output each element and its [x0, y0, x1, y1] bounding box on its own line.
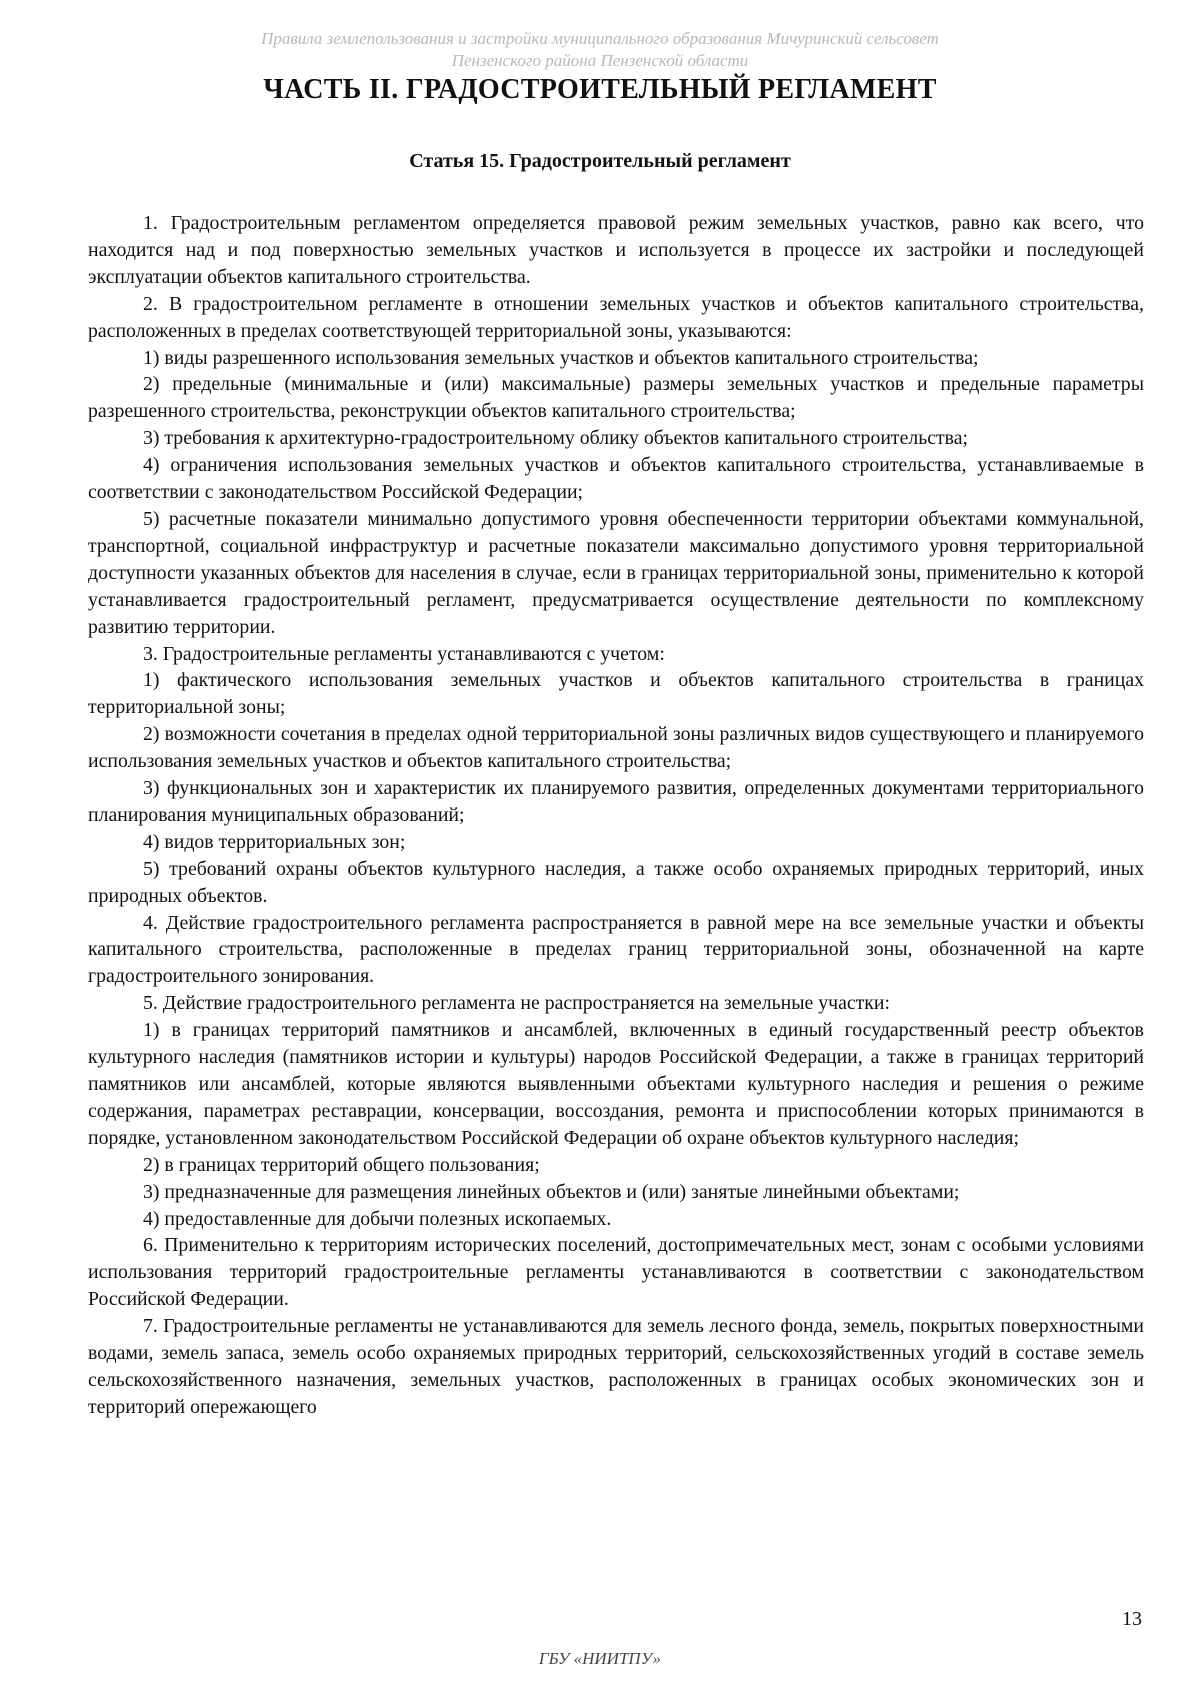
paragraph: 1. Градостроительным регламентом определяется правовой режим земельных участков, равно как всего, что находится над и под поверхностью земельных участков и используется в процессе их застройки и последующей эксплуатации объектов капитального строительства. — [88, 212, 1144, 288]
paragraph: 6. Применительно к территориям исторических поселений, достопримечательных мест, зонам с особыми условиями использования территорий градостроительные регламенты устанавливаются в соответствии с законодательством Российской Федерации. — [88, 1234, 1144, 1311]
running-header — [120, 28, 1080, 72]
list-item: 4) предоставленные для добычи полезных ископаемых. — [143, 1207, 612, 1230]
paragraph: 4. Действие градостроительного регламента распространяется в равной мере на все земельные участки и объекты капитального строительства, расположенные в пределах границ территориальной зоны, обозначенной на карте градостроительного зонирования. — [88, 911, 1144, 988]
page-number: 13 — [1122, 1608, 1142, 1630]
list-item: 5) требований охраны объектов культурного наследия, а также особо охраняемых природных территорий, иных природных объектов. — [88, 857, 1144, 907]
footer-organization: ГБУ «НИИТПУ» — [538, 1649, 662, 1668]
list-item: 4) ограничения использования земельных участков и объектов капитального строительства, устанавливаемые в соответствии с законодательством Российской Федерации; — [88, 454, 1144, 504]
list-item: 3) требования к архитектурно-градостроительному облику объектов капитального строительства; — [143, 427, 969, 450]
list-item: 2) возможности сочетания в пределах одной территориальной зоны различных видов существующего и планируемого использования земельных участков и объектов капитального строительства; — [88, 723, 1144, 773]
list-item: 2) предельные (минимальные и (или) максимальные) размеры земельных участков и предельные параметры разрешенного строительства, реконструкции объектов капитального строительства; — [88, 373, 1144, 423]
list-item: 1) виды разрешенного использования земельных участков и объектов капитального строительства; — [143, 346, 979, 369]
list-item: 1) фактического использования земельных участков и объектов капитального строительства в границах территориальной зоны; — [88, 669, 1144, 719]
list-item: 4) видов территориальных зон; — [143, 830, 406, 853]
paragraph: 3. Градостроительные регламенты устанавливаются с учетом: — [143, 642, 665, 665]
list-item: 5) расчетные показатели минимально допустимого уровня обеспеченности территории объектами коммунальной, транспортной, социальной инфраструктур и расчетные показатели максимально допустимого уровня территориальной доступности указанных объектов для населения в случае, если в границах территориальной зоны, применительно к которой устанавливается градостроительный регламент, предусматривается осуществление деятельности по комплексному развитию территории. — [88, 507, 1144, 638]
running-header-line-1: Правила землепользования и застройки муниципального образования Мичуринский сельсовет — [261, 29, 939, 48]
document-body — [88, 210, 1144, 1421]
paragraph: 5. Действие градостроительного регламента не распространяется на земельные участки: — [143, 992, 890, 1015]
list-item: 1) в границах территорий памятников и ансамблей, включенных в единый государственный реестр объектов культурного наследия (памятников истории и культуры) народов Российской Федерации, а также в границах территорий памятников или ансамблей, которые являются выявленными объектами культурного наследия и решения о режиме содержания, параметрах реставрации, консервации, воссоздания, ремонта и приспособлении которых принимаются в порядке, установленном законодательством Российской Федерации об охране объектов культурного наследия; — [88, 1019, 1144, 1149]
list-item: 2) в границах территорий общего пользования; — [143, 1153, 540, 1176]
part-title: ЧАСТЬ II. ГРАДОСТРОИТЕЛЬНЫЙ РЕГЛАМЕНТ — [263, 74, 937, 105]
paragraph: 2. В градостроительном регламенте в отношении земельных участков и объектов капитального строительства, расположенных в пределах соответствующей территориальной зоны, указываются: — [88, 292, 1144, 342]
list-item: 3) функциональных зон и характеристик их планируемого развития, определенных документами территориального планирования муниципальных образований; — [88, 777, 1144, 826]
running-header-line-2: Пензенского района Пензенской области — [451, 51, 749, 70]
article-title: Статья 15. Градостроительный регламент — [409, 150, 791, 172]
paragraph: 7. Градостроительные регламенты не устанавливаются для земель лесного фонда, земель, покрытых поверхностными водами, земель запаса, земель особо охраняемых природных территорий, сельскохозяйственных угодий в составе земель сельскохозяйственного назначения, земельных участков, расположенных в границах особых экономических зон и территорий опережающего — [88, 1315, 1144, 1418]
list-item: 3) предназначенные для размещения линейных объектов и (или) занятые линейными объектами; — [143, 1180, 960, 1203]
